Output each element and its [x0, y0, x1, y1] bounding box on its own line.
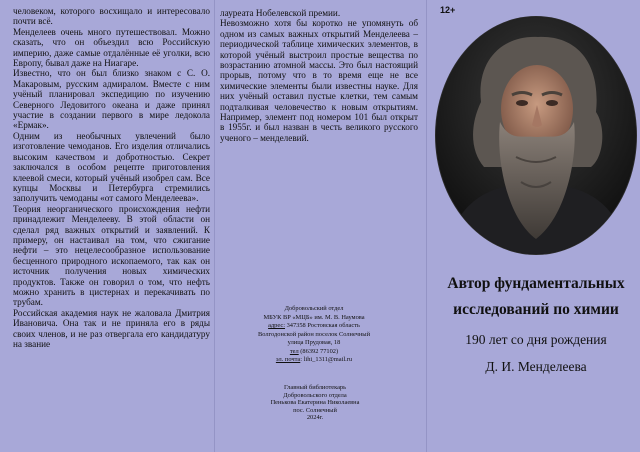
address-line-3: улица Прудовая, 18 [287, 339, 341, 346]
org-line-2: МБУК ВР «МЦБ» им. М. В. Наумова [263, 313, 365, 321]
credits-line-1: Главный библиотекарь [283, 384, 347, 391]
credits-line-5: 2024г. [306, 414, 324, 422]
phone-line [244, 348, 384, 357]
age-rating-badge: 12+ [440, 5, 456, 15]
cover-title-line-1: Автор фундаментальных [447, 275, 625, 292]
middle-column-text [220, 8, 418, 143]
left-column-text [13, 6, 210, 349]
credits-line-3: Пенькова Екатерина Николаевна [270, 399, 360, 407]
cover-title-line-2: исследований по химии [453, 301, 619, 318]
address-text: 347358 Ростовская область [284, 322, 360, 329]
left-paragraph-3: Известно, что он был близко знаком с С. О. Макаровым, русским адмиралом. Вместе с ним учёный планировал экспедицию по изучению Северного Ледовитого океана и даже принял участие в создании первого в мире ледокола «Ермак». [13, 68, 210, 131]
org-line-1: Добровольский отдел [284, 305, 344, 312]
portrait-image [436, 17, 636, 254]
left-paragraph-6: Российская академия наук не жаловала Дмитрия Ивановича. Она так и не приняла его в ряды своих членов, и не раз отвергала его кандидатуру на звание [13, 307, 210, 349]
fold-divider-right [426, 0, 427, 452]
address-label: адрес: [268, 322, 285, 329]
address-line-2: Волгодонской район поселок Солнечный [257, 330, 371, 338]
phone-label: тел [289, 347, 299, 355]
left-paragraph-4: Одним из необычных увлечений было изготовление чемоданов. Его изделия отличались высоким качеством и добротностью. Секрет заключался в особом рецепте приготовления клеевой смеси, который учёный изобрел сам. Все купцы Москвы и Петербурга стремились заполучить чемоданы «от самого Менделеева». [13, 130, 210, 204]
left-paragraph-1: человеком, которого восхищало и интересовало почти всё. [13, 6, 210, 27]
credits-line-4: пос. Солнечный [293, 406, 337, 414]
address-line-1 [244, 322, 384, 331]
left-paragraph-5: Теория неорганического происхождения нефти принадлежит Менделееву. В этой области он сделал ряд важных открытий и заявлений. К примеру, он настаивал на том, что сжигание нефти – это нецелесообразное использование бесценного природного ископаемого, так как он источник получения новых химических продуктов. Также он говорил о том, что нефть можно хранить в цистернах и перекачивать по трубам. [13, 203, 210, 308]
portrait-illustration [436, 17, 636, 254]
email-address: : lihi_1311@mail.ru [300, 356, 353, 363]
middle-paragraph-2: Невозможно хотя бы коротко не упомянуть об одном из самых важных открытий Менделеева – периодической таблице химических элементов, в которой учёный выстроил простые вещества по возрастанию атомной массы. Это был настоящий прорыв, потому что в то время еще не все химические элементы были известны науке. Для них учёный оставил пустые клетки, тем самым подталкивая человечество к новым открытиям. Например, элемент под номером 101 был открыт в 1955г. и был назван в честь великого русского ученого – менделевий. [220, 18, 418, 143]
credits-block [252, 384, 378, 422]
email-line [244, 356, 384, 365]
cover-name: Д. И. Менделеева [485, 359, 587, 374]
credits-line-2: Добровольского отдела [283, 391, 347, 399]
contacts-block [244, 305, 384, 365]
cover-subtitle: 190 лет со дня рождения [465, 332, 607, 347]
email-label: эл. почта [275, 356, 301, 363]
fold-divider-left [214, 0, 215, 452]
middle-paragraph-1: лауреата Нобелевской премии. [220, 8, 341, 18]
left-paragraph-2: Менделеев очень много путешествовал. Можно сказать, что он объездил всю Российскую империю, даже самые отдалённые её уголки, всю Европу, бывал даже на Ниагаре. [13, 26, 210, 69]
phone-number: (86392 77102) [298, 347, 339, 355]
